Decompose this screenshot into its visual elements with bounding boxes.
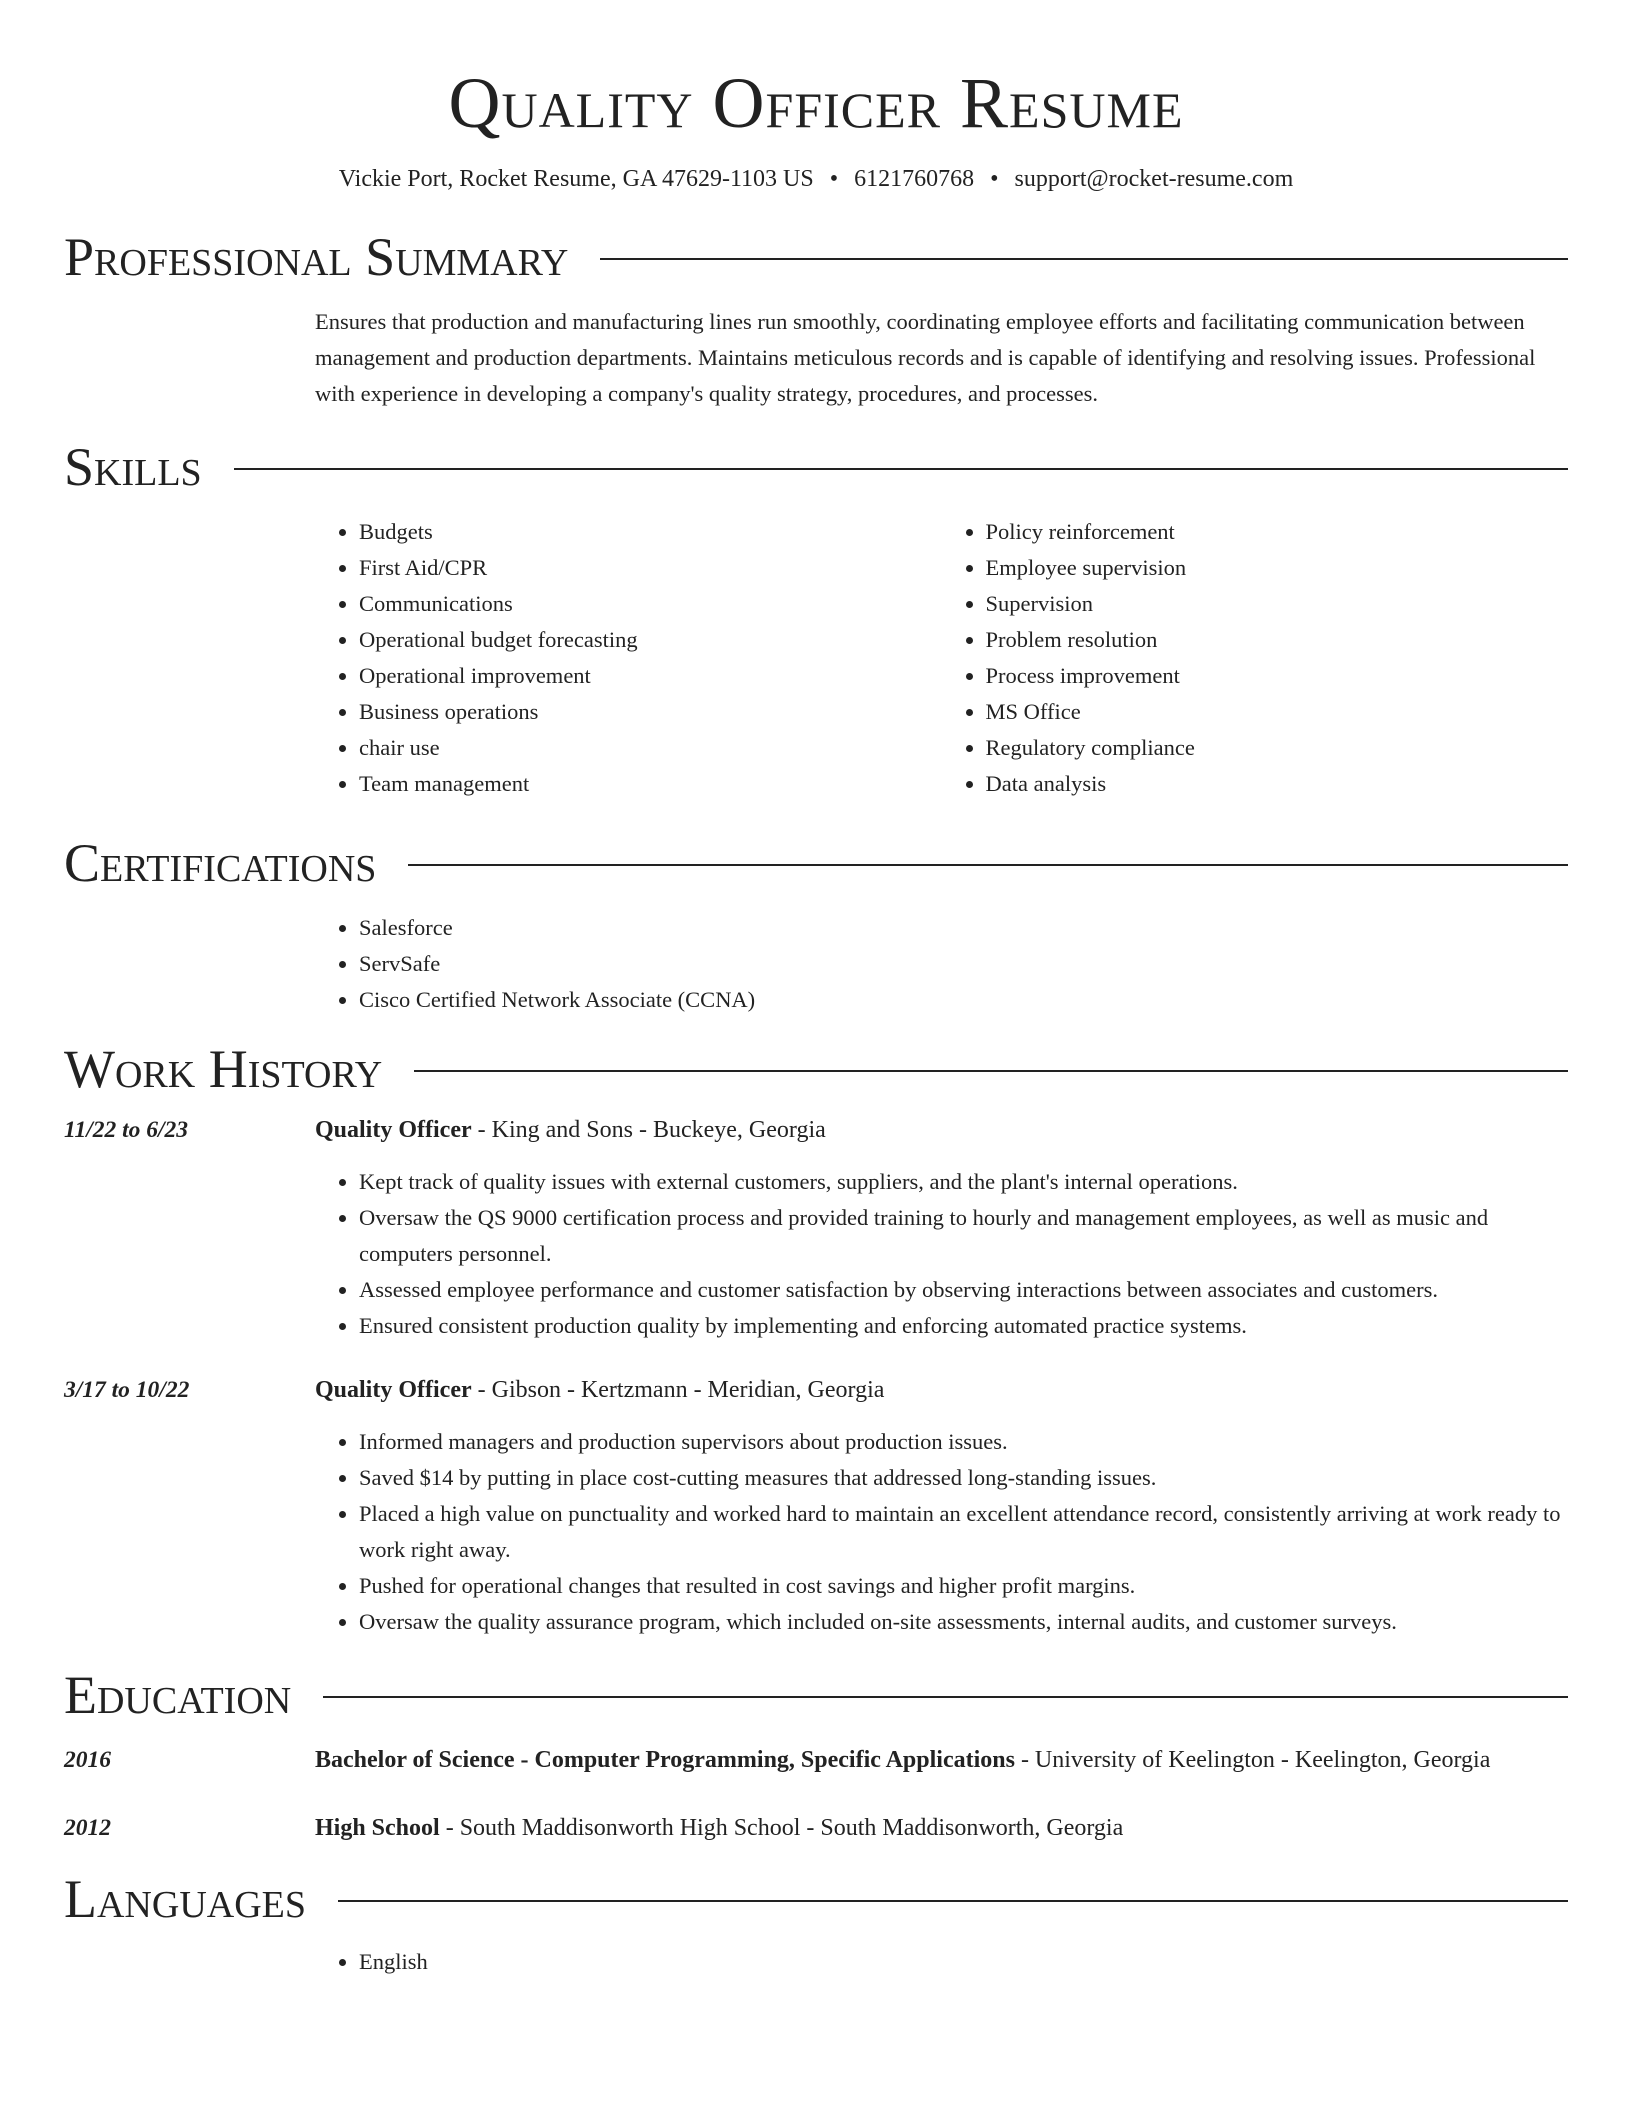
job-duties: [64, 1424, 1568, 1640]
certification-item: • Salesforce: [359, 910, 1568, 946]
section-divider: [234, 468, 1568, 470]
section-title: Certifications: [64, 833, 377, 893]
section-title: Education: [64, 1665, 292, 1725]
job-duty: • Assessed employee performance and customer satisfaction by observing interactions between associates and customers.: [359, 1272, 1568, 1308]
section-title: Professional Summary: [64, 227, 569, 287]
job-date: 3/17 to 10/22: [64, 1377, 190, 1403]
section-divider: [600, 258, 1568, 260]
skills-list: [315, 514, 1568, 802]
contact-line: [64, 162, 1568, 196]
job-duty: • Placed a high value on punctuality and worked hard to maintain an excellent attendance record, consistently arriving at work ready to work right away.: [359, 1496, 1568, 1568]
section-title: Skills: [64, 437, 202, 497]
skill-item: • MS Office: [986, 694, 1569, 730]
skills-column-right: [942, 514, 1569, 802]
job-employer: - King and Sons - Buckeye, Georgia: [471, 1117, 826, 1143]
bullet-separator: •: [829, 166, 839, 192]
summary-text: Ensures that production and manufacturing lines run smoothly, coordinating employee efforts and facilitating communication between management and production departments. Maintains meticulous records and is capable of identifying and resolving issues. Professional with experience in developing a company's quality strategy, procedures, and processes.: [315, 309, 1536, 406]
contact-address: Vickie Port, Rocket Resume, GA 47629-1103 US: [338, 166, 814, 192]
education-school: - South Maddisonworth High School - South Maddisonworth, Georgia: [439, 1815, 1124, 1841]
skill-item: • Communications: [359, 586, 942, 622]
education-entry: [64, 1740, 1568, 1780]
section-header-summary: [64, 226, 1568, 288]
job-duty: • Pushed for operational changes that resulted in cost savings and higher profit margins.: [359, 1568, 1568, 1604]
contact-phone: 6121760768: [854, 166, 975, 192]
job-duty: • Ensured consistent production quality by implementing and enforcing automated practice systems.: [359, 1308, 1568, 1344]
skill-item: • Problem resolution: [986, 622, 1569, 658]
skill-item: • Regulatory compliance: [986, 730, 1569, 766]
job-date: 11/22 to 6/23: [64, 1117, 189, 1143]
job-headline: [315, 1110, 1568, 1150]
skill-item: • Supervision: [986, 586, 1569, 622]
skill-item: • Data analysis: [986, 766, 1569, 802]
certifications-list: [315, 910, 1568, 1018]
education-headline: [315, 1808, 1568, 1848]
section-header-work-history: [64, 1038, 1568, 1100]
resume-title: Quality Officer Resume: [448, 63, 1184, 143]
skill-item: • Policy reinforcement: [986, 514, 1569, 550]
education-school: - University of Keelington - Keelington, Georgia: [1014, 1747, 1491, 1773]
certification-item: • Cisco Certified Network Associate (CCNA): [359, 982, 1568, 1018]
job-duty: • Kept track of quality issues with external customers, suppliers, and the plant's internal operations.: [359, 1164, 1568, 1200]
job-duty: • Oversaw the quality assurance program, which included on-site assessments, internal audits, and customer surveys.: [359, 1604, 1568, 1640]
section-divider: [408, 864, 1568, 866]
education-date: 2012: [64, 1815, 111, 1841]
section-divider: [414, 1070, 1568, 1072]
job-duty: • Informed managers and production supervisors about production issues.: [359, 1424, 1568, 1460]
section-title: Work History: [64, 1039, 383, 1099]
skill-item: • Operational improvement: [359, 658, 942, 694]
job-entry: [64, 1370, 1568, 1640]
job-headline: [315, 1370, 1568, 1410]
section-divider: [338, 1900, 1568, 1902]
section-header-skills: [64, 436, 1568, 498]
education-entry: [64, 1808, 1568, 1848]
education-degree: High School: [315, 1815, 440, 1841]
resume-page: [64, 0, 1568, 1980]
contact-email: support@rocket-resume.com: [1014, 166, 1294, 192]
education-headline: [315, 1740, 1568, 1780]
section-title: Languages: [64, 1869, 306, 1929]
skill-item: • Team management: [359, 766, 942, 802]
job-employer: - Gibson - Kertzmann - Meridian, Georgia: [471, 1377, 885, 1403]
certification-item: • ServSafe: [359, 946, 1568, 982]
skills-column-left: [315, 514, 942, 802]
languages-list: [315, 1944, 1568, 1980]
section-header-languages: [64, 1868, 1568, 1930]
job-duty: • Saved $14 by putting in place cost-cutting measures that addressed long-standing issues.: [359, 1460, 1568, 1496]
job-duty: • Oversaw the QS 9000 certification process and provided training to hourly and management employees, as well as music and computers personnel.: [359, 1200, 1568, 1272]
section-divider: [323, 1696, 1568, 1698]
education-date: 2016: [64, 1747, 111, 1773]
skill-item: • Process improvement: [986, 658, 1569, 694]
section-header-education: [64, 1664, 1568, 1726]
job-duties: [64, 1164, 1568, 1344]
skill-item: • Operational budget forecasting: [359, 622, 942, 658]
education-degree: Bachelor of Science - Computer Programming, Specific Applications: [315, 1747, 1015, 1773]
skill-item: • Employee supervision: [986, 550, 1569, 586]
job-title: Quality Officer: [315, 1117, 472, 1143]
section-header-certifications: [64, 832, 1568, 894]
language-item: • English: [359, 1944, 1568, 1980]
skill-item: • Business operations: [359, 694, 942, 730]
job-title: Quality Officer: [315, 1377, 472, 1403]
skill-item: • Budgets: [359, 514, 942, 550]
job-entry: [64, 1110, 1568, 1344]
bullet-separator: •: [990, 166, 999, 192]
skill-item: • First Aid/CPR: [359, 550, 942, 586]
skill-item: • chair use: [359, 730, 942, 766]
